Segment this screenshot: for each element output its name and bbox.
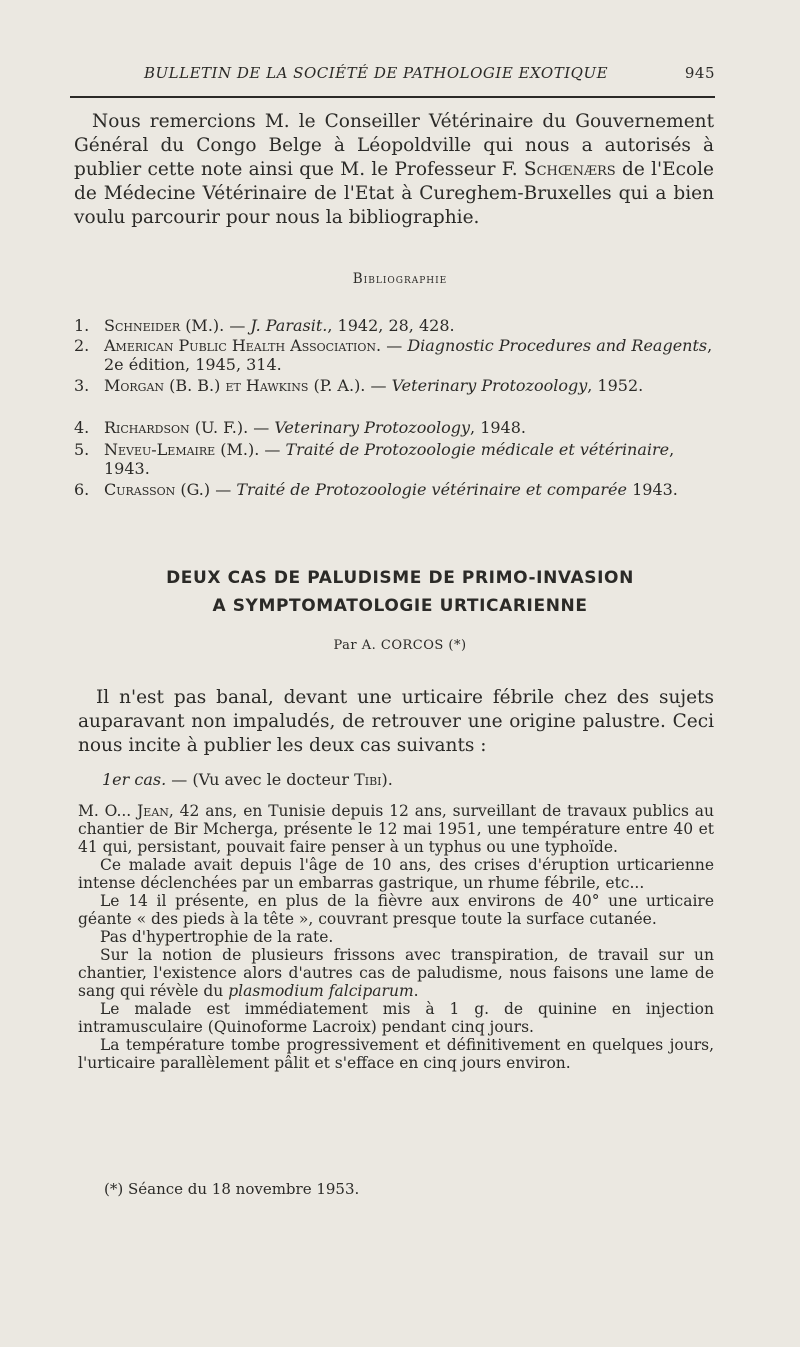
bib-rest: , 1943. <box>104 440 675 478</box>
bib-work: Diagnostic Procedures and Reagents <box>407 336 708 355</box>
case-heading-name: Tibi <box>354 770 382 789</box>
bib-work: Traité de Protozoologie médicale et vétérinaire <box>285 440 670 459</box>
article-title-line-2: A SYMPTOMATOLOGIE URTICARIENNE <box>212 596 588 616</box>
running-header <box>70 64 715 82</box>
p5-end: . <box>413 982 419 1000</box>
bib-number: 4. <box>74 418 90 437</box>
bib-entry <box>74 418 716 437</box>
bib-entry <box>74 316 716 335</box>
case-heading <box>102 770 393 789</box>
case-body <box>78 802 714 1072</box>
case-heading-text: — (Vu avec le docteur <box>166 770 355 789</box>
article-title-line-1: DEUX CAS DE PALUDISME DE PRIMO-INVASION <box>166 568 634 588</box>
lead-paragraph: Il n'est pas banal, devant une urticaire fébrile chez des sujets auparavant non impaludés, de retrouver une origine palustre. Ceci nous incite à publier les deux cas suivants : <box>78 687 714 756</box>
bib-entry <box>74 376 716 395</box>
case-paragraph <box>78 946 714 1000</box>
bib-number: 5. <box>74 440 90 459</box>
case-paragraph: Le malade est immédiatement mis à 1 g. de quinine en injection intramusculaire (Quinoforme Lacroix) pendant cinq jours. <box>78 1000 714 1036</box>
bib-rest: , 2e édition, 1945, 314. <box>104 336 713 374</box>
case-paragraph <box>78 802 714 856</box>
bib-sep: — <box>248 418 275 437</box>
bib-sep: — <box>259 440 286 459</box>
bib-sep: — <box>365 376 392 395</box>
p5-text: Sur la notion de plusieurs frissons avec transpiration, de travail sur un chantier, l'existence alors d'autres cas de paludisme, nous faisons une lame de sang qui révèle du <box>78 946 714 1000</box>
p1-name: Jean <box>137 802 169 820</box>
bib-rest: 1943. <box>627 480 678 499</box>
bib-number: 2. <box>74 336 90 355</box>
bib-author: Morgan (B. B.) et Hawkins (P. A.). <box>104 376 366 395</box>
bib-sep: — <box>381 336 408 355</box>
bibliography-heading: Bibliographie <box>352 271 448 287</box>
intro-text-2: de l'Ecole de Médecine Vétérinaire de l'Etat à Cureghem-Bruxelles qui a bien voulu parcourir pour nous la bibliographie. <box>74 159 714 228</box>
bib-work: Veterinary Protozoology <box>274 418 471 437</box>
bib-entry <box>74 336 716 374</box>
p5-italic: plasmodium falciparum <box>228 982 414 1000</box>
bib-author: Richardson (U. F.). <box>104 418 249 437</box>
bib-number: 1. <box>74 316 90 335</box>
intro-name: Schœnærs <box>523 159 616 180</box>
bib-number: 6. <box>74 480 90 499</box>
case-paragraph: Le 14 il présente, en plus de la fièvre aux environs de 40° une urticaire géante « des pieds à la tête », couvrant presque toute la surface cutanée. <box>78 892 714 928</box>
case-paragraph: Pas d'hypertrophie de la rate. <box>100 928 334 946</box>
intro-paragraph <box>74 110 714 230</box>
bib-rest: , 1952. <box>587 376 644 395</box>
bib-rest: , 1942, 28, 428. <box>327 316 455 335</box>
bib-entry <box>74 480 716 499</box>
case-heading-end: ). <box>381 770 393 789</box>
running-title: BULLETIN DE LA SOCIÉTÉ DE PATHOLOGIE EXOTIQUE <box>144 64 609 82</box>
article-byline: Par A. CORCOS (*) <box>333 638 467 653</box>
bib-author: Curasson (G.) <box>104 480 211 499</box>
bib-number: 3. <box>74 376 90 395</box>
bib-sep: — <box>224 316 251 335</box>
case-paragraph: La température tombe progressivement et définitivement en quelques jours, l'urticaire parallèlement pâlit et s'efface en cinq jours environ. <box>78 1036 714 1072</box>
bib-entry <box>74 440 716 478</box>
bib-rest: , 1948. <box>470 418 526 437</box>
bib-author: American Public Health Association. <box>104 336 382 355</box>
bib-work: Veterinary Protozoology <box>391 376 588 395</box>
bib-author: Schneider (M.). <box>104 316 225 335</box>
bib-author: Neveu-Lemaire (M.). <box>104 440 260 459</box>
footnote: (*) Séance du 18 novembre 1953. <box>104 1180 360 1198</box>
bib-work: Traité de Protozoologie vétérinaire et comparée <box>236 480 627 499</box>
page-number: 945 <box>684 64 715 82</box>
intro-text-1: Nous remercions M. le Conseiller Vétérinaire du Gouvernement Général du Congo Belge à Léopoldville qui nous a autorisés à publier cette note ainsi que M. le Professeur F. <box>74 111 714 180</box>
bib-sep: — <box>210 480 237 499</box>
header-rule <box>70 96 715 98</box>
p1-text: , 42 ans, en Tunisie depuis 12 ans, surveillant de travaux publics au chantier de Bir Mcherga, présente le 12 mai 1951, une température entre 40 et 41 qui, persistant, pouvait faire penser à un typhus ou une typhoïde. <box>78 802 714 856</box>
bib-work: J. Parasit. <box>250 316 328 335</box>
case-paragraph: Ce malade avait depuis l'âge de 10 ans, des crises d'éruption urticarienne intense déclenchées par un embarras gastrique, un rhume fébrile, etc... <box>78 856 714 892</box>
p1-start: M. O... <box>78 802 138 820</box>
case-label: 1er cas. <box>102 770 167 789</box>
